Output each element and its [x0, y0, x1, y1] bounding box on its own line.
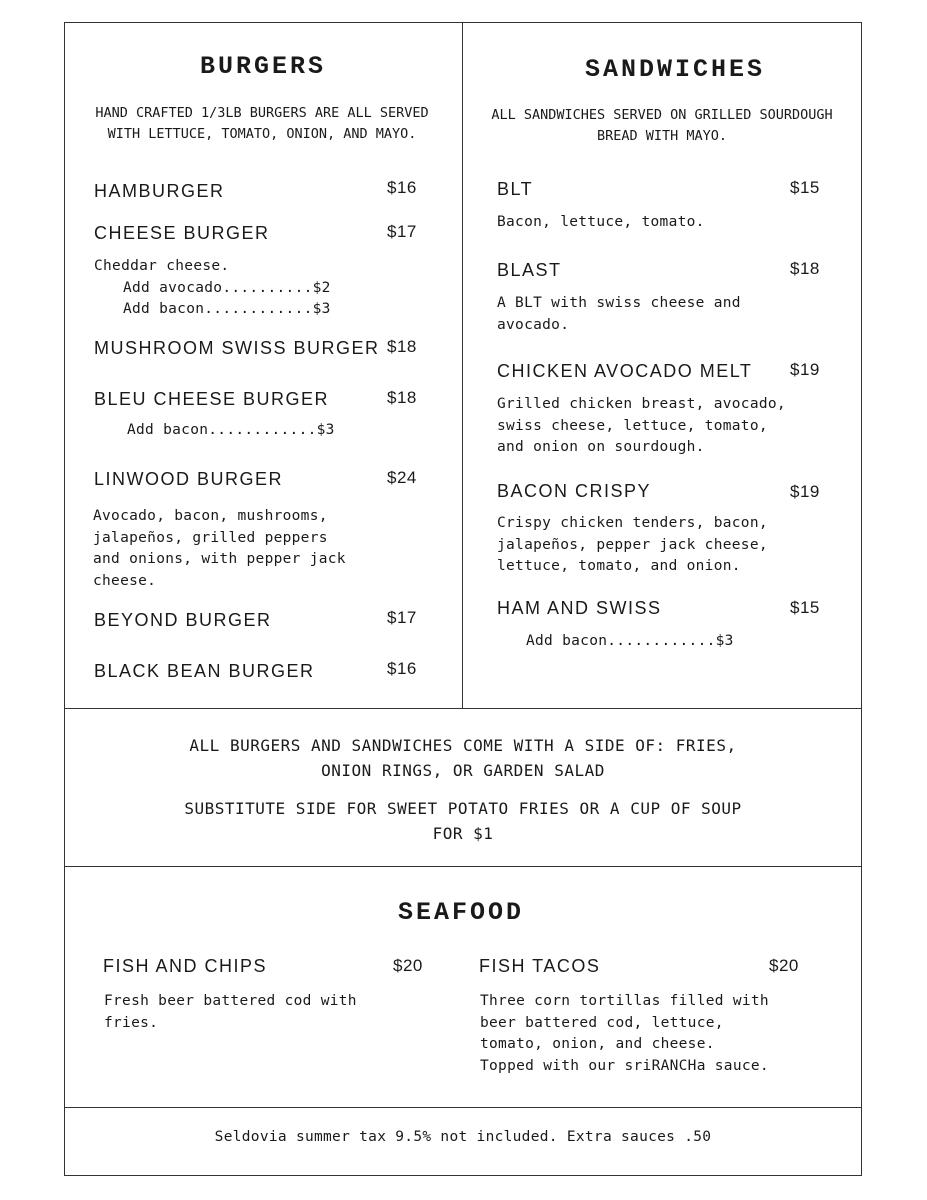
- menu-item-fish-and-chips: FISH AND CHIPS: [103, 956, 268, 976]
- addon-bleu-bacon: Add bacon............$3: [127, 422, 335, 438]
- menu-item-bacon-crispy: BACON CRISPY: [497, 481, 652, 501]
- desc-cheese-burger: Cheddar cheese. Add avocado..........$2 Add bacon............$3: [94, 256, 331, 321]
- menu-item-ham-and-swiss: HAM AND SWISS: [497, 598, 662, 618]
- desc-blt: Bacon, lettuce, tomato.: [497, 214, 705, 230]
- price-hamburger: $16: [387, 178, 417, 197]
- menu-item-mushroom-swiss-burger: MUSHROOM SWISS BURGER: [94, 338, 380, 358]
- price-beyond-burger: $17: [387, 608, 417, 627]
- price-bleu-cheese-burger: $18: [387, 388, 417, 407]
- price-linwood-burger: $24: [387, 468, 417, 487]
- column-divider: [462, 22, 463, 708]
- divider-sides-bottom: [64, 866, 862, 867]
- burgers-subtitle: HAND CRAFTED 1/3LB BURGERS ARE ALL SERVED WITH LETTUCE, TOMATO, ONION, AND MAYO.: [95, 105, 429, 142]
- menu-item-blast: BLAST: [497, 260, 562, 280]
- price-black-bean-burger: $16: [387, 659, 417, 678]
- price-mushroom-swiss-burger: $18: [387, 337, 417, 356]
- footer-note: Seldovia summer tax 9.5% not included. Extra sauces .50: [214, 1129, 712, 1145]
- price-cheese-burger: $17: [387, 222, 417, 241]
- desc-bacon-crispy: Crispy chicken tenders, bacon, jalapeños, pepper jack cheese, lettuce, tomato, and onion.: [497, 515, 768, 574]
- substitute-info: SUBSTITUTE SIDE FOR SWEET POTATO FRIES OR A CUP OF SOUP FOR $1: [184, 799, 742, 843]
- price-bacon-crispy: $19: [790, 482, 820, 501]
- addon-bacon: Add bacon............$3: [123, 301, 331, 317]
- sides-info: ALL BURGERS AND SANDWICHES COME WITH A SIDE OF: FRIES, ONION RINGS, OR GARDEN SALAD: [189, 736, 737, 780]
- addon-avocado: Add avocado..........$2: [123, 279, 331, 296]
- price-blt: $15: [790, 178, 820, 197]
- price-blast: $18: [790, 259, 820, 278]
- menu-item-linwood-burger: LINWOOD BURGER: [94, 469, 284, 489]
- menu-item-cheese-burger: CHEESE BURGER: [94, 223, 270, 243]
- price-ham-and-swiss: $15: [790, 598, 820, 617]
- desc-fish-and-chips: Fresh beer battered cod with fries.: [104, 993, 357, 1031]
- price-fish-tacos: $20: [769, 956, 799, 975]
- sandwiches-title: SANDWICHES: [585, 55, 766, 84]
- seafood-title: SEAFOOD: [398, 898, 525, 927]
- divider-footer-top: [64, 1107, 862, 1108]
- menu-item-beyond-burger: BEYOND BURGER: [94, 610, 272, 630]
- menu-item-bleu-cheese-burger: BLEU CHEESE BURGER: [94, 389, 330, 409]
- price-fish-and-chips: $20: [393, 956, 423, 975]
- divider-sides-top: [64, 708, 862, 709]
- price-chicken-avocado-melt: $19: [790, 360, 820, 379]
- desc-fish-tacos: Three corn tortillas filled with beer battered cod, lettuce, tomato, onion, and cheese. Topped with our sriRANCHa sauce.: [480, 993, 769, 1074]
- desc-chicken-avocado-melt: Grilled chicken breast, avocado, swiss cheese, lettuce, tomato, and onion on sourdough.: [497, 396, 786, 455]
- desc-linwood-burger: Avocado, bacon, mushrooms, jalapeños, grilled peppers and onions, with pepper jack cheese.: [93, 508, 346, 589]
- menu-item-black-bean-burger: BLACK BEAN BURGER: [94, 661, 315, 681]
- desc-blast: A BLT with swiss cheese and avocado.: [497, 295, 741, 333]
- menu-item-hamburger: HAMBURGER: [94, 181, 225, 201]
- menu-item-fish-tacos: FISH TACOS: [479, 956, 601, 976]
- addon-ham-bacon: Add bacon............$3: [526, 633, 734, 649]
- menu-item-blt: BLT: [497, 179, 534, 199]
- menu-item-chicken-avocado-melt: CHICKEN AVOCADO MELT: [497, 361, 753, 381]
- burgers-title: BURGERS: [200, 52, 327, 81]
- sandwiches-subtitle: ALL SANDWICHES SERVED ON GRILLED SOURDOUGH BREAD WITH MAYO.: [491, 107, 833, 144]
